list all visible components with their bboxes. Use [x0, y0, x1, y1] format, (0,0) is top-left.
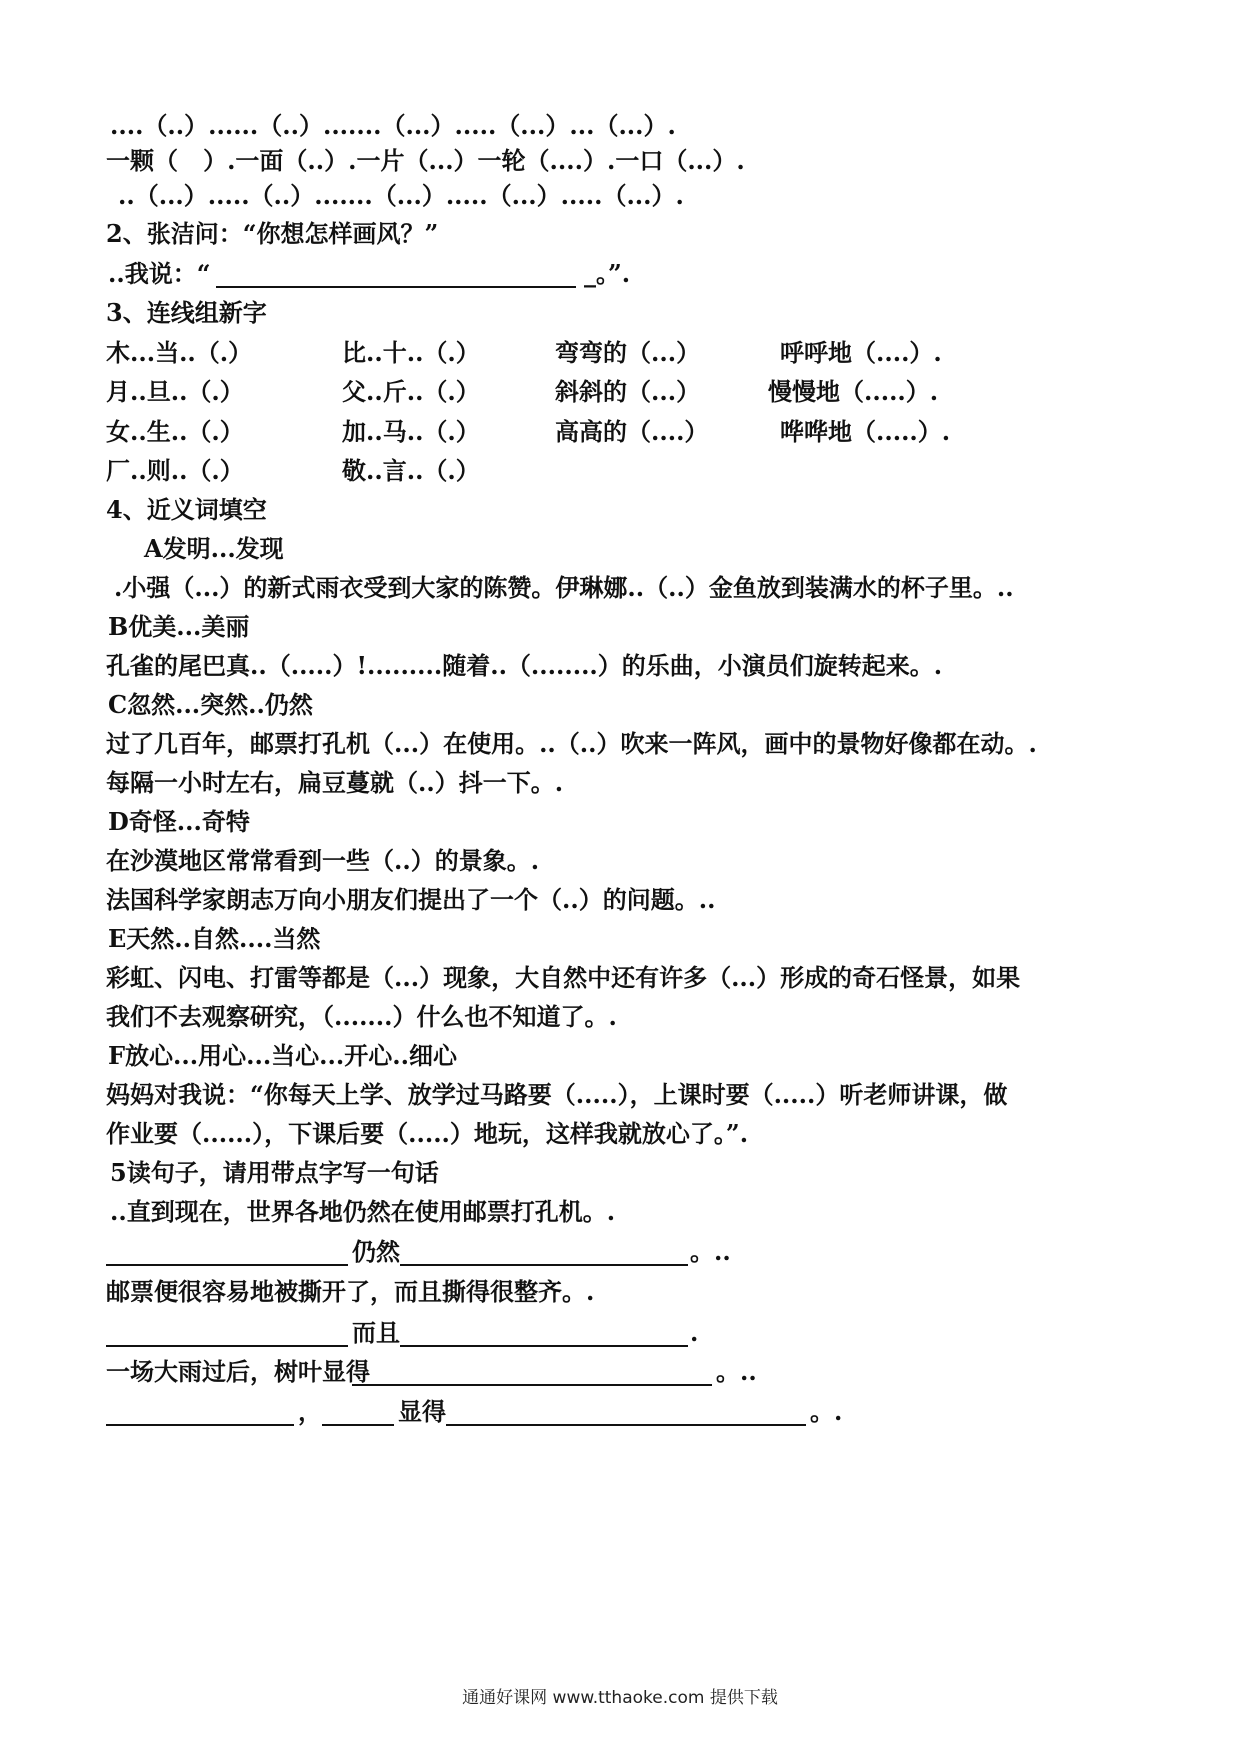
q5-title: 5读句子，请用带点字写一句话 — [110, 1158, 439, 1187]
q3-row-4 — [0, 451, 1240, 491]
q5-example-1-line — [0, 1192, 1240, 1232]
q3-row-3-d: 哗哗地（.....）. — [780, 417, 951, 446]
q5-answer-3-prefix: 一场大雨过后，树叶显得 — [106, 1357, 370, 1386]
q5-title-line — [0, 1153, 1240, 1193]
q3-row-2-d: 慢慢地（.....）. — [768, 377, 939, 406]
q1-row-1 — [0, 106, 1240, 146]
q3-row-1-a: 木...当..（.） — [106, 338, 253, 367]
q4-f-sentence-1-line — [0, 1075, 1240, 1115]
q5-answer-3-blank[interactable] — [352, 1384, 712, 1386]
q4-title: 4、近义词填空 — [106, 495, 267, 524]
q5-answer-1-blank-left[interactable] — [106, 1264, 348, 1266]
q5-answer-4-line — [0, 1392, 1240, 1432]
q4-c-sentence-2-line — [0, 763, 1240, 803]
q5-example-2-line — [0, 1272, 1240, 1312]
q5-answer-2-word: 而且 — [352, 1318, 400, 1347]
q3-title: 3、连线组新字 — [106, 298, 267, 327]
q4-e-sentence-1-line — [0, 958, 1240, 998]
q4-a-words-line — [0, 529, 1240, 569]
q4-b-words-line — [0, 607, 1240, 647]
q5-example-1: ..直到现在，世界各地仍然在使用邮票打孔机。. — [110, 1197, 616, 1226]
q5-answer-2-blank-right[interactable] — [400, 1345, 688, 1347]
q3-row-1 — [0, 333, 1240, 373]
q3-row-2-b: 父..斤..（.） — [342, 377, 480, 406]
q4-b-sentence: 孔雀的尾巴真..（.....）!.........随着..（........）的乐曲，小演员们旋转起来。. — [106, 651, 943, 680]
q4-f-words-line — [0, 1036, 1240, 1076]
q4-d-sentence-1-line — [0, 841, 1240, 881]
q3-row-2-a: 月..旦..（.） — [106, 377, 244, 406]
q3-row-4-a: 厂..则..（.） — [106, 456, 244, 485]
q4-a-words: A发明...发现 — [144, 534, 284, 563]
q5-answer-1-blank-right[interactable] — [400, 1264, 688, 1266]
q5-answer-2-blank-left[interactable] — [106, 1345, 348, 1347]
q2-answer-line — [0, 254, 1240, 294]
q5-answer-1-word: 仍然 — [352, 1237, 400, 1266]
q5-answer-4-word: 显得 — [398, 1397, 446, 1426]
q5-answer-4-end: 。. — [810, 1397, 843, 1426]
q1-row-3 — [0, 176, 1240, 216]
q4-d-sentence-1: 在沙漠地区常常看到一些（..）的景象。. — [106, 846, 540, 875]
q5-answer-4-comma: ， — [298, 1397, 322, 1426]
q4-f-sentence-1: 妈妈对我说：“你每天上学、放学过马路要（.....），上课时要（.....）听老师讲课，做 — [106, 1080, 1008, 1109]
q4-c-words: C忽然...突然..仍然 — [108, 690, 313, 719]
q1-row-2-text: 一颗（ ）.一面（..）.一片（...）一轮（....）.一口（...）. — [106, 146, 745, 175]
q4-d-sentence-2-line — [0, 880, 1240, 920]
q1-row-1-text: ....（..）......（..）.......（...）.....（...）...（...）. — [110, 111, 676, 140]
q4-f-sentence-2-line — [0, 1114, 1240, 1154]
q4-e-words: E天然..自然....当然 — [108, 924, 321, 953]
q5-answer-2-end: . — [690, 1318, 699, 1347]
q4-e-sentence-1: 彩虹、闪电、打雷等都是（...）现象，大自然中还有许多（...）形成的奇石怪景，如果 — [106, 963, 1021, 992]
q2-answer-suffix: _。”. — [584, 259, 631, 288]
q5-answer-4-blank-2[interactable] — [322, 1424, 394, 1426]
q3-title-line — [0, 293, 1240, 333]
q5-answer-1-line — [0, 1232, 1240, 1272]
q4-e-sentence-2: 我们不去观察研究，（.......）什么也不知道了。. — [106, 1002, 617, 1031]
q3-row-3-c: 高高的（....） — [555, 417, 709, 446]
q5-answer-4-blank-3[interactable] — [446, 1424, 806, 1426]
q3-row-3-a: 女..生..（.） — [106, 417, 244, 446]
q5-answer-2-line — [0, 1313, 1240, 1353]
q5-answer-4-blank-1[interactable] — [106, 1424, 294, 1426]
q4-c-words-line — [0, 685, 1240, 725]
q4-a-sentence-line — [0, 568, 1240, 608]
q2-title-line — [0, 214, 1240, 254]
q4-c-sentence-1-line — [0, 724, 1240, 764]
q4-e-sentence-2-line — [0, 997, 1240, 1037]
q4-f-words: F放心...用心...当心...开心..细心 — [108, 1041, 457, 1070]
q1-row-2 — [0, 141, 1240, 181]
q5-answer-3-end: 。.. — [716, 1357, 757, 1386]
q4-b-sentence-line — [0, 646, 1240, 686]
q4-d-words-line — [0, 802, 1240, 842]
q4-d-words: D奇怪...奇特 — [108, 807, 250, 836]
q3-row-2 — [0, 372, 1240, 412]
q3-row-4-b: 敬..言..（.） — [342, 456, 480, 485]
q4-c-sentence-1: 过了几百年，邮票打孔机（...）在使用。..（..）吹来一阵风，画中的景物好像都在动。. — [106, 729, 1037, 758]
q4-title-line — [0, 490, 1240, 530]
q3-row-2-c: 斜斜的（...） — [555, 377, 701, 406]
q4-a-sentence: .小强（...）的新式雨衣受到大家的陈赞。伊琳娜..（..）金鱼放到装满水的杯子里。.. — [114, 573, 1014, 602]
q3-row-3-b: 加..马..（.） — [342, 417, 480, 446]
q4-d-sentence-2: 法国科学家朗志万向小朋友们提出了一个（..）的问题。.. — [106, 885, 716, 914]
q4-b-words: B优美...美丽 — [108, 612, 250, 641]
q2-title: 2、张洁问：“你想怎样画风？” — [106, 219, 439, 248]
q3-row-1-d: 呼呼地（....）. — [780, 338, 942, 367]
q3-row-1-b: 比..十..（.） — [342, 338, 480, 367]
q3-row-1-c: 弯弯的（...） — [555, 338, 701, 367]
page-footer: 通通好课网 www.tthaoke.com 提供下载 — [462, 1688, 778, 1708]
q5-answer-1-end: 。.. — [690, 1237, 731, 1266]
q2-answer-blank[interactable] — [216, 286, 576, 288]
q5-example-2: 邮票便很容易地被撕开了，而且撕得很整齐。. — [106, 1277, 595, 1306]
q2-answer-prefix: ..我说：“ — [108, 259, 211, 288]
q4-f-sentence-2: 作业要（......），下课后要（.....）地玩，这样我就放心了。”. — [106, 1119, 749, 1148]
q5-answer-3-line — [0, 1352, 1240, 1392]
q1-row-3-text: ..（...）.....（..）.......（...）.....（...）.....（...）. — [118, 181, 684, 210]
q3-row-3 — [0, 412, 1240, 452]
q4-e-words-line — [0, 919, 1240, 959]
q4-c-sentence-2: 每隔一小时左右，扁豆蔓就（..）抖一下。. — [106, 768, 564, 797]
